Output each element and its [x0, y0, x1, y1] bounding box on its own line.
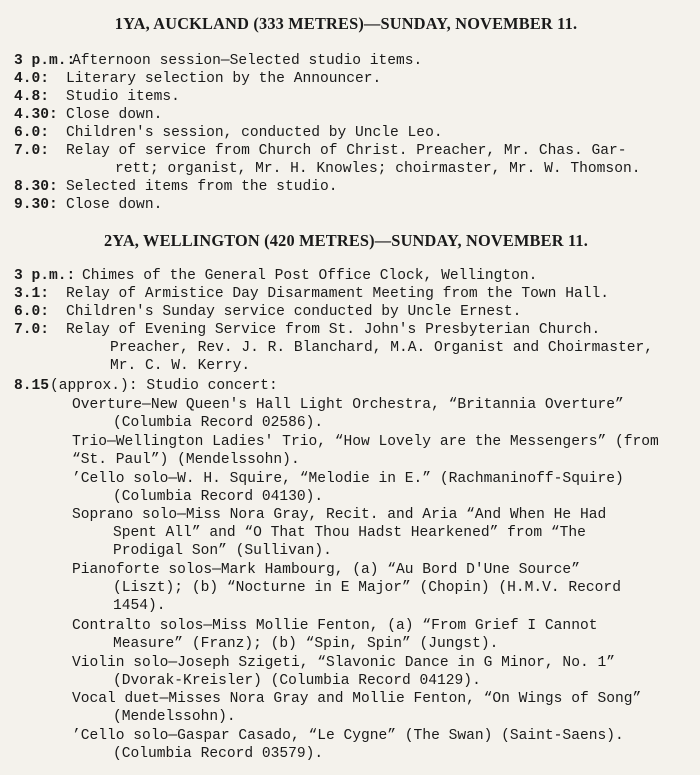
entry-text: Children's session, conducted by Uncle Leo.: [66, 125, 443, 141]
concert-item-line: (Mendelssohn).: [113, 709, 236, 725]
concert-item-cello-squire: [72, 470, 624, 506]
entry-2ya-1: [14, 267, 537, 285]
entry-time: 3 p.m.:: [14, 268, 76, 284]
concert-item-line: Contralto solos—Miss Mollie Fenton, (a) “From Grief I Cannot: [72, 618, 598, 634]
entry-2ya-2: [14, 285, 609, 303]
concert-item-line: (Dvorak-Kreisler) (Columbia Record 04129).: [113, 673, 481, 689]
concert-item-line: ’Cello solo—Gaspar Casado, “Le Cygne” (The Swan) (Saint-Saens).: [72, 728, 624, 744]
concert-item-line: Vocal duet—Misses Nora Gray and Mollie Fenton, “On Wings of Song”: [72, 691, 642, 707]
entry-2ya-4-cont: [110, 357, 250, 375]
entry-time: 3.1:: [14, 286, 50, 302]
entry-1ya-6-cont: [115, 160, 640, 178]
entry-text: rett; organist, Mr. H. Knowles; choirmaster, Mr. W. Thomson.: [115, 161, 641, 177]
entry-time: 3 p.m.:: [14, 53, 76, 69]
concert-item-line: Trio—Wellington Ladies' Trio, “How Lovely are the Messengers” (from: [72, 434, 659, 450]
entry-text: Close down.: [66, 197, 163, 213]
concert-item-line: (Liszt); (b) “Nocturne in E Major” (Chopin) (H.M.V. Record: [113, 580, 621, 596]
entry-1ya-4: [14, 106, 162, 124]
entry-text: Selected items from the studio.: [66, 179, 338, 195]
entry-text: Chimes of the General Post Office Clock, Wellington.: [82, 268, 538, 284]
concert-item-line: “St. Paul”) (Mendelssohn).: [72, 452, 300, 468]
entry-1ya-1: [14, 52, 422, 70]
entry-text: Relay of Armistice Day Disarmament Meeting from the Town Hall.: [66, 286, 609, 302]
entry-time: 6.0:: [14, 125, 50, 141]
entry-2ya-3: [14, 303, 521, 321]
entry-2ya-4-cont: [110, 339, 653, 357]
entry-text: Preacher, Rev. J. R. Blanchard, M.A. Organist and Choirmaster,: [110, 340, 653, 356]
entry-2ya-4: [14, 321, 600, 339]
entry-time: 6.0:: [14, 304, 50, 320]
entry-time: 4.0:: [14, 71, 50, 87]
entry-text: Close down.: [66, 107, 163, 123]
entry-time: 9.30:: [14, 197, 58, 213]
entry-text: Literary selection by the Announcer.: [66, 71, 382, 87]
entry-1ya-5: [14, 124, 443, 142]
concert-item-line: Overture—New Queen's Hall Light Orchestra, “Britannia Overture”: [72, 397, 624, 413]
concert-item-line: Spent All” and “O That Thou Hadst Hearkened” from “The: [113, 525, 586, 541]
concert-item-overture: [72, 396, 624, 432]
concert-item-contralto: [72, 617, 597, 653]
concert-item-line: (Columbia Record 02586).: [113, 415, 324, 431]
section-heading-auckland: 1YA, AUCKLAND (333 METRES)—SUNDAY, NOVEMBER 11.: [114, 14, 578, 33]
concert-item-line: ’Cello solo—W. H. Squire, “Melodie in E.” (Rachmaninoff-Squire): [72, 471, 624, 487]
entry-time: 4.8:: [14, 89, 50, 105]
entry-text: Relay of Evening Service from St. John's Presbyterian Church.: [66, 322, 601, 338]
entry-1ya-8: [14, 196, 162, 214]
entry-text: Afternoon session—Selected studio items.: [72, 53, 423, 69]
entry-time: 4.30:: [14, 107, 58, 123]
entry-1ya-7: [14, 178, 338, 196]
concert-item-line: Soprano solo—Miss Nora Gray, Recit. and Aria “And When He Had: [72, 507, 607, 523]
concert-item-cello-casado: [72, 727, 624, 763]
concert-item-pianoforte: [72, 561, 621, 615]
entry-time: 8.15: [14, 378, 50, 394]
entry-1ya-6: [14, 142, 627, 160]
entry-1ya-2: [14, 70, 381, 88]
concert-item-violin: [72, 654, 615, 690]
entry-time: 7.0:: [14, 143, 50, 159]
entry-1ya-3: [14, 88, 180, 106]
entry-text: Studio items.: [66, 89, 180, 105]
entry-text: Children's Sunday service conducted by Uncle Ernest.: [66, 304, 522, 320]
entry-2ya-5: [14, 377, 278, 395]
concert-item-line: (Columbia Record 04130).: [113, 489, 324, 505]
concert-item-line: Pianoforte solos—Mark Hambourg, (a) “Au Bord D'Une Source”: [72, 562, 580, 578]
entry-time: 8.30:: [14, 179, 58, 195]
entry-text: Mr. C. W. Kerry.: [110, 358, 251, 374]
concert-item-trio: [72, 433, 659, 469]
concert-item-line: Measure” (Franz); (b) “Spin, Spin” (Jungst).: [113, 636, 499, 652]
entry-time: 7.0:: [14, 322, 50, 338]
concert-item-line: Violin solo—Joseph Szigeti, “Slavonic Dance in G Minor, No. 1”: [72, 655, 615, 671]
concert-item-line: (Columbia Record 03579).: [113, 746, 324, 762]
entry-text: Relay of service from Church of Christ. Preacher, Mr. Chas. Gar-: [66, 143, 627, 159]
concert-item-line: Prodigal Son” (Sullivan).: [113, 543, 332, 559]
concert-item-line: 1454).: [113, 598, 166, 614]
concert-item-vocal-duet: [72, 690, 641, 726]
section-heading-wellington: 2YA, WELLINGTON (420 METRES)—SUNDAY, NOVEMBER 11.: [103, 231, 589, 250]
entry-text: (approx.): Studio concert:: [50, 378, 278, 394]
concert-item-soprano: [72, 506, 606, 560]
